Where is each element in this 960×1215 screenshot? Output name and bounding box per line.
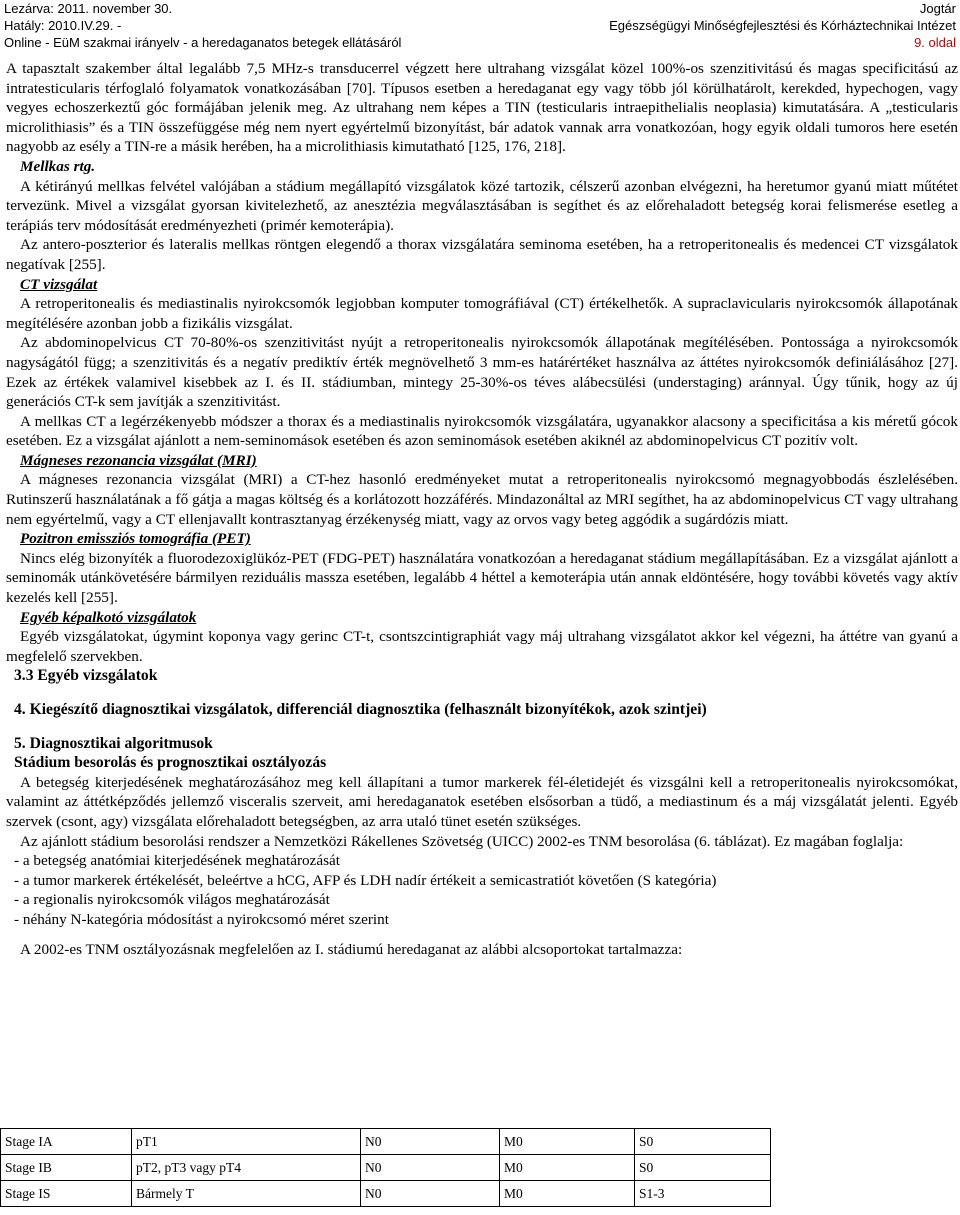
heading-pet: Pozitron emissziós tomográfia (PET) [20,530,251,548]
header-effective-date: Hatály: 2010.IV.29. - [4,18,122,33]
staging-list [6,851,958,929]
paragraph-staging-1: A betegség kiterjedésének meghatározásához meg kell állapítani a tumor markerek fél-életidejét és vizsgálni kell a retroperitonealis nyirokcsomókat, valamint az áttétképződés jellemző visceralis szerveit, ami heredaganatok esetében elsősorban a tüdő, a mediastinum és a máj vizsgálatát jelenti. Egyéb szervek (csont, agy) vizsgálata előrehaladott betegségben, az arra utaló tünet esetén szükséges. [6,773,958,830]
table-cell: Bármely T [132,1181,361,1207]
table-cell: S1-3 [635,1181,771,1207]
paragraph-mri: A mágneses rezonancia vizsgálat (MRI) a CT-hez hasonló eredményeket mutat a retroperitonealis nyirokcsomó megnagyobbodás észlelésében. Rutinszerű használatának a fő gátja a magas költség és a korlátozott hozzáférés. Mindazonáltal az MRI segíthet, ha az abdominopelvicus CT vagy ultrahang nem egyértelmű, vagy a CT ellenjavallt kontrasztanyag érzékenység miatt, vagy az orvos vagy beteg aggódik a sugárdózis miatt. [6,471,958,528]
table-cell: Stage IA [1,1129,132,1155]
paragraph-pet: Nincs elég bizonyíték a fluorodezoxiglükóz-PET (FDG-PET) használatára vonatkozóan a heredaganat stádium megállapításában. Ez a vizsgálat ajánlott a seminomák utánkövetésére bármilyen reziduális massza esetében, legalább 4 héttel a kemoterápia után annak eldöntésére, hogy további követés vagy aktív kezelés kell [255]. [6,549,958,607]
heading-mri: Mágneses rezonancia vizsgálat (MRI) [20,451,257,469]
page-header [0,0,960,60]
header-page-number: 9. oldal [914,35,956,50]
table-cell: Stage IS [1,1181,132,1207]
table-row [1,1181,771,1207]
table-cell: pT1 [132,1129,361,1155]
paragraph-ct-3: A mellkas CT a legérzékenyebb módszer a thorax és a mediastinalis nyirokcsomók vizsgálatára, ugyanakkor alacsony a specificitása a kis méretű gócok esetében. Ez a vizsgálat ajánlott a nem-seminomások esetében és azon seminomások esetében akiknél az abdominopelvicus CT pozitív volt. [6,412,958,450]
paragraph-tnm-intro: A 2002-es TNM osztályozásnak megfelelően az I. stádiumú heredaganat az alábbi alcsoportokat tartalmazza: [20,940,683,958]
table-cell: Stage IB [1,1155,132,1181]
table-cell: S0 [635,1155,771,1181]
table-cell: M0 [500,1181,635,1207]
header-closed-date: Lezárva: 2011. november 30. [4,1,173,16]
table-cell: N0 [361,1155,500,1181]
table-cell: N0 [361,1181,500,1207]
heading-ct: CT vizsgálat [20,275,98,293]
heading-staging: Stádium besorolás és prognosztikai osztályozás [14,754,327,772]
header-document-title: Online - EüM szakmai irányelv - a heredaganatos betegek ellátásáról [4,35,402,50]
stage-table [0,1128,771,1207]
list-item: - néhány N-kategória módosítást a nyirokcsomó méret szerint [14,910,389,928]
table-cell: pT2, pT3 vagy pT4 [132,1155,361,1181]
heading-section-3-3: 3.3 Egyéb vizsgálatok [14,667,158,685]
table-row [1,1129,771,1155]
paragraph-chest-xray-1: A kétirányú mellkas felvétel valójában a stádium megállapító vizsgálatok közé tartozik, célszerű azonban elvégezni, ha heretumor gyanú miatt műtétet tervezünk. Mivel a vizsgálat gyorsan kivitelezhető, az anesztézia megválasztásában is segíthet és az előrehaladott betegség korai felismerése esetleg a terápiás terv módosítását eredményezheti (primér kemoterápia). [6,177,958,234]
heading-section-5: 5. Diagnosztikai algoritmusok [14,734,213,752]
paragraph-chest-xray-2: Az antero-poszterior és lateralis mellkas röntgen elegendő a thorax vizsgálatára seminoma esetében, ha a retroperitonealis és medencei CT vizsgálatok negatívak [255]. [6,236,958,273]
paragraph-other-imaging: Egyéb vizsgálatokat, úgymint koponya vagy gerinc CT-t, csontszcintigraphiát vagy máj ultrahang vizsgálatot akkor kel végezni, ha áttétre van gyanú a megfelelő szervekben. [6,628,958,665]
paragraph-ct-1: A retroperitonealis és mediastinalis nyirokcsomók legjobban komputer tomográfiával (CT) értékelhetők. A supraclavicularis nyirokcsomók állapotának megítélésére azonban jobb a fizikális vizsgálat. [6,295,958,332]
heading-other-imaging: Egyéb képalkotó vizsgálatok [20,608,197,626]
table-cell: N0 [361,1129,500,1155]
list-item: - a betegség anatómiai kiterjedésének meghatározását [14,852,340,870]
header-institute: Egészségügyi Minőségfejlesztési és Kórháztechnikai Intézet [609,18,956,33]
list-item: - a tumor markerek értékelését, beleértve a hCG, AFP és LDH nadír értékeit a semicastratiót követően (S kategória) [14,871,717,889]
paragraph-staging-2: Az ajánlott stádium besorolási rendszer a Nemzetközi Rákellenes Szövetség (UICC) 2002-es TNM besorolása (6. táblázat). Ez magában foglalja: [20,832,904,850]
document-body [6,59,958,959]
table-cell: M0 [500,1155,635,1181]
header-publisher: Jogtár [919,1,956,16]
table-cell: M0 [500,1129,635,1155]
list-item: - a regionalis nyirokcsomók világos meghatározását [14,891,330,909]
table-cell: S0 [635,1129,771,1155]
heading-section-4: 4. Kiegészítő diagnosztikai vizsgálatok, differenciál diagnosztika (felhasznált bizonyítékok, azok szintjei) [14,701,707,718]
table-row [1,1155,771,1181]
paragraph-ultrasound: A tapasztalt szakember által legalább 7,5 MHz-s transducerrel végzett here ultrahang vizsgálat közel 100%-os szenzitivitású és magas specificitású az intratesticularis térfoglaló folyamatok vonatkozásában [70]. Típusos esetben a heredaganat egy vagy több jól körülhatárolt, kerekded, hypechogen, vagy vegyes echoszerkeztű góc formájában jelenik meg. Az ultrahang nem képes a TIN (testicularis intraepithelialis neoplasia) kimutatására. A „testicularis microlithiasis” és a TIN összefüggése még nem nyert egyértelmű bizonyítást, bár adatok vannak arra vonatkozóan, hogy egyik oldali tumoros here esetén nagyobb az esély a TIN-re a másik herében, ha a microlithiasis kimutatható [125, 176, 218]. [6,60,958,156]
paragraph-ct-2: Az abdominopelvicus CT 70-80%-os szenzitivitást nyújt a retroperitonealis nyirokcsomók állapotának megítélésében. Pontossága a nyirokcsomók nagyságától függ; a szenzitivitás és a negatív prediktív érték megnövelhető 3 mm-es határértéket használva az áttétes nyirokcsomók definiálásához [27]. Ezek az értékek valamivel kisebbek az I. és II. stádiumban, mintegy 25-30%-os téves alábecsülési (understaging) aránnyal. Úgy tűnik, hogy az új generációs CT-k sem javítják a szenzitivitást. [6,334,958,411]
heading-chest-xray: Mellkas rtg. [20,157,96,175]
